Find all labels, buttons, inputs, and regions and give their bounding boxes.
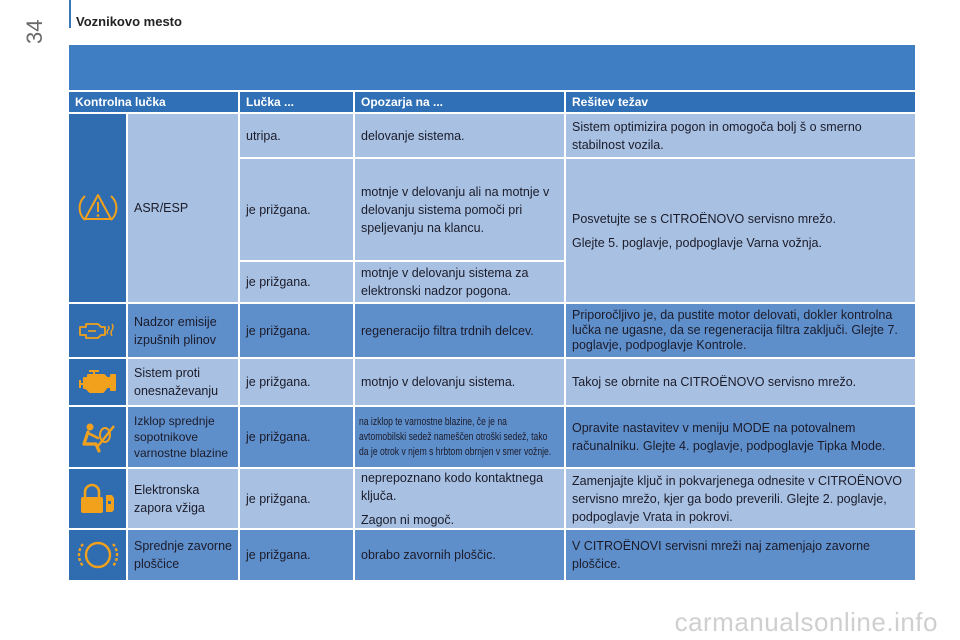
airbag-state: je prižgana. — [240, 407, 353, 467]
immobiliser-icon-cell — [69, 469, 126, 528]
airbag-solution: Opravite nastavitev v meniju MODE na potovalnem računalniku. Glejte 4. poglavje, podpoglavje Tipka Mode. — [566, 407, 915, 467]
passenger-airbag-off-icon — [76, 420, 120, 454]
immobiliser-state: je prižgana. — [240, 469, 353, 528]
asr-esp-solution-2-line-2: Glejte 5. poglavje, podpoglavje Varna vožnja. — [572, 235, 822, 250]
asr-esp-icon-cell — [69, 114, 126, 302]
engine-malfunction-icon — [76, 366, 120, 398]
emission-icon-cell — [69, 304, 126, 357]
airbag-warn-line-3: da je otrok v njem s hrbtom obrnjen v smer vožnje. — [359, 445, 552, 458]
airbag-warn-line-1: na izklop te varnostne blazine, če je na — [359, 415, 507, 428]
immobiliser-warn-line-1: neprepoznano kodo kontaktnega ključa. — [361, 470, 544, 503]
asr-esp-state-2: je prižgana. — [240, 159, 353, 260]
asr-esp-warning-icon — [76, 188, 120, 228]
header-light-state: Lučka ... — [240, 92, 353, 112]
brake-pads-name: Sprednje zavorne ploščice — [128, 530, 238, 580]
asr-esp-name: ASR/ESP — [128, 114, 238, 302]
asr-esp-solution-2 — [566, 159, 915, 302]
electronic-immobiliser-icon — [76, 481, 120, 517]
emission-control-icon — [76, 318, 120, 344]
section-marker — [69, 0, 71, 28]
asr-esp-solution-1: Sistem optimizira pogon in omogoča bolj š o smerno stabilnost vozila. — [566, 114, 915, 157]
immobiliser-name: Elektronska zapora vžiga — [128, 469, 238, 528]
asr-esp-warn-3: motnje v delovanju sistema za elektronski nadzor pogona. — [355, 262, 564, 302]
section-title: Voznikovo mesto — [76, 14, 182, 29]
airbag-warn — [355, 407, 564, 467]
brake-pads-icon — [76, 535, 120, 575]
engine-solution: Takoj se obrnite na CITROËNOVO servisno mrežo. — [566, 359, 915, 405]
header-indicates: Opozarja na ... — [355, 92, 564, 112]
warning-lights-table — [69, 92, 915, 580]
brake-pads-icon-cell — [69, 530, 126, 580]
airbag-warn-line-2: avtomobilski sedež nameščen otroški sedež, tako — [359, 430, 548, 443]
engine-state: je prižgana. — [240, 359, 353, 405]
asr-esp-warn-1: delovanje sistema. — [355, 114, 564, 157]
emission-name: Nadzor emisije izpušnih plinov — [128, 304, 238, 357]
page-number: 34 — [22, 19, 47, 44]
airbag-icon-cell — [69, 407, 126, 467]
immobiliser-warn-line-2: Zagon ni mogoč. — [361, 512, 455, 527]
emission-solution: Priporočljivo je, da pustite motor delovati, dokler kontrolna lučka ne ugasne, da se regeneracija filtra zaključi. Glejte 7. poglavje, podpoglavje Kontrole. — [566, 304, 915, 357]
brake-pads-warn: obrabo zavornih ploščic. — [355, 530, 564, 580]
engine-warn: motnjo v delovanju sistema. — [355, 359, 564, 405]
emission-state: je prižgana. — [240, 304, 353, 357]
immobiliser-warn — [355, 469, 564, 528]
engine-icon-cell — [69, 359, 126, 405]
asr-esp-state-3: je prižgana. — [240, 262, 353, 302]
airbag-name: Izklop sprednje sopotnikove varnostne blazine — [128, 407, 238, 467]
asr-esp-warn-2: motnje v delovanju ali na motnje v delovanju sistema pomoči pri speljevanju na klancu. — [355, 159, 564, 260]
watermark: carmanualsonline.info — [674, 607, 938, 637]
brake-pads-state: je prižgana. — [240, 530, 353, 580]
brake-pads-solution: V CITROËNOVI servisni mreži naj zamenjajo zavorne ploščice. — [566, 530, 915, 580]
asr-esp-solution-2-line-1: Posvetujte se s CITROËNOVO servisno mrežo. — [572, 211, 836, 226]
engine-name: Sistem proti onesnaževanju — [128, 359, 238, 405]
header-warning-light: Kontrolna lučka — [69, 92, 238, 112]
asr-esp-state-1: utripa. — [240, 114, 353, 157]
table-banner — [69, 45, 915, 90]
emission-warn: regeneracijo filtra trdnih delcev. — [355, 304, 564, 357]
immobiliser-solution: Zamenjajte ključ in pokvarjenega odnesite v CITROËNOVO servisno mrežo, kjer ga bodo preverili. Glejte 2. poglavje, podpoglavje Vrata in pokrovi. — [566, 469, 915, 528]
header-solution: Rešitev težav — [566, 92, 915, 112]
